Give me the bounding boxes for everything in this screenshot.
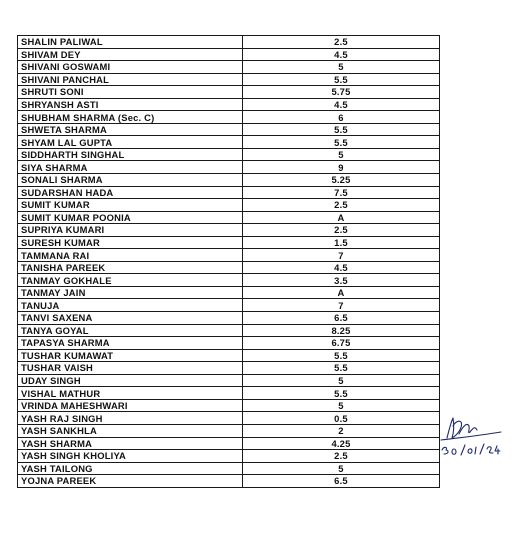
student-name: SHIVAM DEY (18, 48, 243, 61)
student-mark: 0.5 (243, 412, 440, 425)
table-row (18, 324, 440, 337)
marks-sheet (17, 35, 440, 488)
student-mark: 5.5 (243, 123, 440, 136)
student-name: SONALI SHARMA (18, 174, 243, 187)
student-mark: 5.5 (243, 73, 440, 86)
student-name: TUSHAR VAISH (18, 362, 243, 375)
student-mark: 2.5 (243, 199, 440, 212)
table-row (18, 424, 440, 437)
student-mark: A (243, 211, 440, 224)
table-row (18, 224, 440, 237)
signature-date (442, 444, 500, 455)
table-row (18, 148, 440, 161)
student-mark: 7 (243, 249, 440, 262)
student-name: SUMIT KUMAR POONIA (18, 211, 243, 224)
student-name: TANMAY JAIN (18, 286, 243, 299)
student-name: UDAY SINGH (18, 374, 243, 387)
marks-table-body (18, 36, 440, 488)
student-name: SUDARSHAN HADA (18, 186, 243, 199)
marks-table (17, 35, 440, 488)
table-row (18, 73, 440, 86)
student-name: YOJNA PAREEK (18, 475, 243, 488)
student-mark: 2 (243, 424, 440, 437)
student-name: SUPRIYA KUMARI (18, 224, 243, 237)
student-name: SURESH KUMAR (18, 236, 243, 249)
signature-initials (447, 418, 462, 438)
table-row (18, 36, 440, 49)
student-mark: 7.5 (243, 186, 440, 199)
table-row (18, 186, 440, 199)
student-mark: 5 (243, 374, 440, 387)
table-row (18, 274, 440, 287)
table-row (18, 462, 440, 475)
student-mark: 5.5 (243, 362, 440, 375)
student-mark: 6.75 (243, 337, 440, 350)
student-mark: 4.5 (243, 48, 440, 61)
table-row (18, 337, 440, 350)
table-row (18, 312, 440, 325)
student-mark: 2.5 (243, 450, 440, 463)
student-name: VISHAL MATHUR (18, 387, 243, 400)
student-name: SIYA SHARMA (18, 161, 243, 174)
student-mark: 5.75 (243, 86, 440, 99)
student-mark: 5.5 (243, 349, 440, 362)
table-row (18, 399, 440, 412)
table-row (18, 136, 440, 149)
student-mark: 9 (243, 161, 440, 174)
student-mark: 6 (243, 111, 440, 124)
student-mark: 5 (243, 399, 440, 412)
table-row (18, 286, 440, 299)
table-row (18, 211, 440, 224)
table-row (18, 450, 440, 463)
student-mark: 2.5 (243, 36, 440, 49)
student-name: SIDDHARTH SINGHAL (18, 148, 243, 161)
table-row (18, 475, 440, 488)
table-row (18, 111, 440, 124)
student-mark: 3.5 (243, 274, 440, 287)
student-mark: 5 (243, 61, 440, 74)
student-mark: 8.25 (243, 324, 440, 337)
student-mark: 1.5 (243, 236, 440, 249)
table-row (18, 349, 440, 362)
table-row (18, 123, 440, 136)
student-name: YASH SINGH KHOLIYA (18, 450, 243, 463)
handwritten-signature (437, 412, 507, 460)
student-name: TANUJA (18, 299, 243, 312)
student-name: SHUBHAM SHARMA (Sec. C) (18, 111, 243, 124)
student-name: TUSHAR KUMAWAT (18, 349, 243, 362)
student-name: TANMAY GOKHALE (18, 274, 243, 287)
table-row (18, 98, 440, 111)
student-mark: 2.5 (243, 224, 440, 237)
table-row (18, 174, 440, 187)
table-row (18, 261, 440, 274)
student-name: SHALIN PALIWAL (18, 36, 243, 49)
student-name: YASH RAJ SINGH (18, 412, 243, 425)
student-name: SHRYANSH ASTI (18, 98, 243, 111)
table-row (18, 199, 440, 212)
table-row (18, 249, 440, 262)
student-name: YASH SHARMA (18, 437, 243, 450)
student-name: SUMIT KUMAR (18, 199, 243, 212)
student-name: TAMMANA RAI (18, 249, 243, 262)
student-name: YASH SANKHLA (18, 424, 243, 437)
table-row (18, 374, 440, 387)
student-mark: 5.5 (243, 387, 440, 400)
student-mark: 6.5 (243, 475, 440, 488)
student-name: SHYAM LAL GUPTA (18, 136, 243, 149)
student-name: SHWETA SHARMA (18, 123, 243, 136)
student-mark: 5.25 (243, 174, 440, 187)
table-row (18, 437, 440, 450)
table-row (18, 236, 440, 249)
table-row (18, 61, 440, 74)
student-name: TANYA GOYAL (18, 324, 243, 337)
student-name: SHIVANI PANCHAL (18, 73, 243, 86)
table-row (18, 387, 440, 400)
student-mark: 4.5 (243, 261, 440, 274)
student-name: SHRUTI SONI (18, 86, 243, 99)
student-mark: 4.25 (243, 437, 440, 450)
student-mark: A (243, 286, 440, 299)
student-mark: 6.5 (243, 312, 440, 325)
table-row (18, 362, 440, 375)
signature-underline (441, 432, 501, 440)
student-mark: 7 (243, 299, 440, 312)
student-name: YASH TAILONG (18, 462, 243, 475)
table-row (18, 86, 440, 99)
student-name: SHIVANI GOSWAMI (18, 61, 243, 74)
student-mark: 5 (243, 148, 440, 161)
student-name: TAPASYA SHARMA (18, 337, 243, 350)
student-name: VRINDA MAHESHWARI (18, 399, 243, 412)
table-row (18, 48, 440, 61)
table-row (18, 412, 440, 425)
student-mark: 5 (243, 462, 440, 475)
student-name: TANISHA PAREEK (18, 261, 243, 274)
student-mark: 4.5 (243, 98, 440, 111)
student-name: TANVI SAXENA (18, 312, 243, 325)
student-mark: 5.5 (243, 136, 440, 149)
table-row (18, 161, 440, 174)
table-row (18, 299, 440, 312)
